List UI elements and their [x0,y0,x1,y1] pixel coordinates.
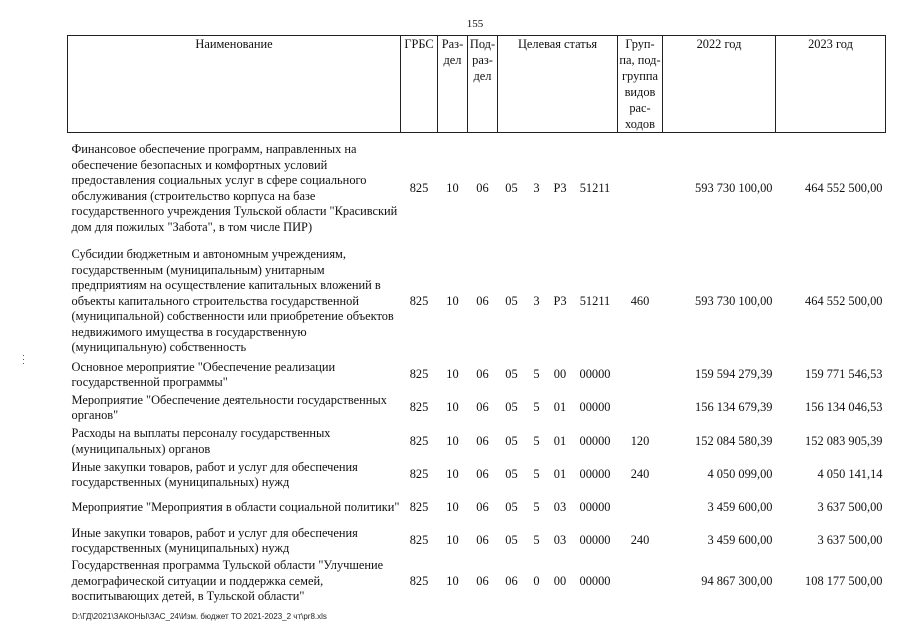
row-name: Иные закупки товаров, работ и услуг для обеспечения государственных (муниципальных) нужд [71,525,358,555]
row-amount-2023: 464 552 500,00 [805,181,883,195]
row-target-3: 01 [553,433,567,448]
row-grbs: 825 [409,500,429,515]
row-podrazdel: 06 [476,400,489,415]
row-amount-2023: 152 083 905,39 [805,433,883,448]
row-amount-2022: 593 730 100,00 [695,293,773,308]
row-amount-2023: 156 134 046,53 [805,400,883,415]
table-row [68,492,886,525]
row-target-1: 05 [505,500,518,515]
row-target-1: 05 [505,433,518,448]
row-expense-group: 120 [630,433,650,448]
row-name: Иные закупки товаров, работ и услуг для обеспечения государственных (муниципальных) нужд [71,459,358,489]
row-target-2: 5 [533,467,540,482]
row-grbs: 825 [409,533,429,548]
row-amount-2022: 3 459 600,00 [707,500,773,515]
row-expense-group [618,492,663,525]
row-grbs: 825 [409,181,429,195]
row-expense-group: 460 [630,293,650,308]
row-razdel: 10 [446,500,459,515]
row-amount-2022: 159 594 279,39 [695,367,773,382]
row-amount-2023: 3 637 500,00 [817,500,883,515]
row-razdel: 10 [446,367,459,382]
row-target-2: 5 [533,400,540,415]
row-razdel: 10 [446,573,459,588]
table-row [68,525,886,558]
page-number: 155 [466,18,484,30]
row-podrazdel: 06 [476,293,489,308]
table-header-row [68,36,886,133]
row-target-4: 00000 [579,573,611,588]
row-target-1: 05 [505,367,518,382]
row-target-1: 05 [505,181,518,195]
row-grbs: 825 [409,367,429,382]
header-podrazdel: Под-раз-дел [468,36,498,133]
row-expense-group: 240 [630,467,650,482]
scan-speck [20,352,28,368]
row-target-1: 05 [505,293,518,308]
row-target-4: 00000 [579,533,611,548]
row-name: Основное мероприятие "Обеспечение реализации государственной программы" [71,359,336,389]
row-target-3: 01 [553,467,567,482]
row-amount-2023: 4 050 141,14 [817,467,883,482]
row-grbs: 825 [409,467,429,482]
row-target-3: 03 [553,533,567,548]
row-target-4: 00000 [579,433,611,448]
row-target-4: 00000 [579,367,611,382]
table-row [68,459,886,492]
row-amount-2023: 108 177 500,00 [805,573,883,588]
row-name: Субсидии бюджетным и автономным учреждениям, государственным (муниципальным) унитарным предприятиям на осуществление капитальных вложений в объекты капитального строительства государственной (муниципальной) собственности или приобретение объектов недвижимого имущества в государственную (муниципальную) собственность [71,247,394,355]
row-target-2: 5 [533,500,540,515]
row-expense-group: 240 [630,533,650,548]
row-target-3: 01 [553,400,567,415]
row-podrazdel: 06 [476,573,489,588]
row-target-4: 51211 [579,293,611,308]
row-target-4: 00000 [579,400,611,415]
row-name: Расходы на выплаты персоналу государственных (муниципальных) органов [71,426,331,456]
row-target-2: 3 [533,181,540,195]
row-target-2: 5 [533,533,540,548]
row-target-4: 00000 [579,467,611,482]
row-podrazdel: 06 [476,181,489,195]
row-amount-2023: 159 771 546,53 [805,367,883,382]
header-razdel: Раз-дел [438,36,468,133]
row-amount-2022: 156 134 679,39 [695,400,773,415]
row-target-2: 5 [533,433,540,448]
row-amount-2022: 94 867 300,00 [701,573,773,588]
row-razdel: 10 [446,181,459,195]
row-podrazdel: 06 [476,467,489,482]
row-name: Мероприятие "Обеспечение деятельности государственных органов" [71,392,387,422]
row-name: Финансовое обеспечение программ, направленных на обеспечение безопасных и комфортных условий предоставления социальных услуг в сфере социального обслуживания (строительство корпуса на базе государственного учреждения Тульской области "Красивский дом для пожилых "Забота", в том числе ПИР) [71,142,398,234]
row-razdel: 10 [446,400,459,415]
row-target-3: 00 [553,573,567,588]
row-grbs: 825 [409,400,429,415]
header-year-2023: 2023 год [776,36,886,133]
row-razdel: 10 [446,433,459,448]
row-target-4: 51211 [579,181,611,195]
row-grbs: 825 [409,573,429,588]
row-expense-group [618,133,663,245]
row-podrazdel: 06 [476,367,489,382]
row-podrazdel: 06 [476,433,489,448]
row-target-1: 05 [505,467,518,482]
row-target-3: 03 [553,500,567,515]
row-target-4: 00000 [579,500,611,515]
table-row [68,359,886,392]
row-grbs: 825 [409,293,429,308]
row-razdel: 10 [446,533,459,548]
header-target-article: Целевая статья [498,36,618,133]
row-target-1: 05 [505,400,518,415]
header-year-2022: 2022 год [663,36,776,133]
row-expense-group [618,392,663,425]
row-razdel: 10 [446,467,459,482]
budget-table [67,35,886,606]
row-target-3: 00 [553,367,567,382]
file-path-footer: D:\ГД\2021\ЗАКОНЫ\ЗАС_24\Изм. бюджет ТО 2021-2023_2 чт\pr8.xls [72,612,327,621]
row-target-1: 05 [505,533,518,548]
row-target-2: 0 [533,573,540,588]
table-row [68,245,886,359]
table-row [68,425,886,459]
row-amount-2022: 3 459 600,00 [707,533,773,548]
row-target-2: 3 [533,293,540,308]
header-name: Наименование [68,36,401,133]
table-row [68,558,886,606]
row-amount-2022: 593 730 100,00 [695,181,773,195]
header-grbs: ГРБС [401,36,438,133]
table-row [68,392,886,425]
row-target-1: 06 [505,573,518,588]
row-amount-2023: 3 637 500,00 [817,533,883,548]
row-name: Мероприятие "Мероприятия в области социальной политики" [71,500,400,515]
row-target-3: Р3 [553,181,567,195]
row-amount-2022: 4 050 099,00 [707,467,773,482]
row-target-3: Р3 [553,293,567,308]
table-row [68,133,886,245]
row-amount-2023: 464 552 500,00 [805,293,883,308]
row-amount-2022: 152 084 580,39 [695,433,773,448]
row-podrazdel: 06 [476,500,489,515]
row-grbs: 825 [409,433,429,448]
header-expense-group: Груп-па, под-группа видов рас-ходов [619,37,661,131]
row-expense-group [618,359,663,392]
row-razdel: 10 [446,293,459,308]
row-podrazdel: 06 [476,533,489,548]
row-expense-group [618,558,663,606]
row-name: Государственная программа Тульской области "Улучшение демографической ситуации и поддержка семей, воспитывающих детей, в Тульской области" [71,558,384,604]
row-target-2: 5 [533,367,540,382]
